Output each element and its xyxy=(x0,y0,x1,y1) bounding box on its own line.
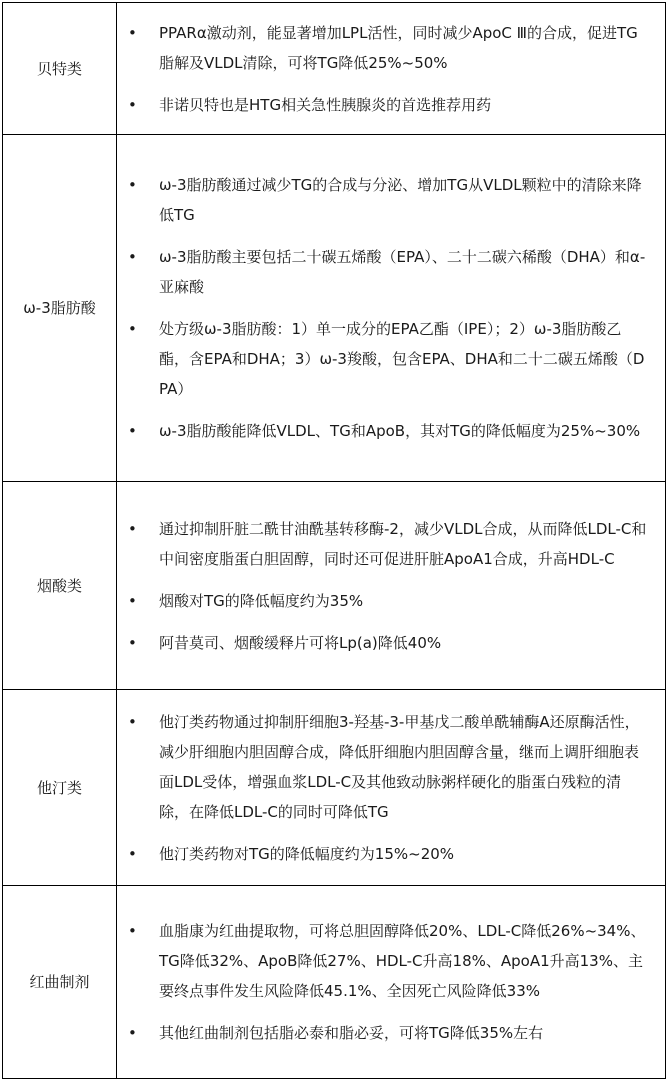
bullet-icon: • xyxy=(128,844,137,863)
content-cell xyxy=(117,482,666,690)
list-item xyxy=(117,90,651,120)
list-item-text: 他汀类药物通过抑制肝细胞3-羟基-3-甲基戊二酸单酰辅酶A还原酶活性，减少肝细胞内胆固醇合成，降低肝细胞内胆固醇含量，继而上调肝细胞表面LDL受体，增强血浆LDL-C及其他致动脉粥样硬化的脂蛋白残粒的清除，在降低LDL-C的同时可降低TG xyxy=(159,712,640,821)
bullet-icon: • xyxy=(128,95,137,114)
bullet-icon: • xyxy=(128,591,137,610)
bullet-list xyxy=(117,170,651,446)
drug-comparison-table xyxy=(2,2,666,1079)
list-item xyxy=(117,839,651,869)
bullet-icon: • xyxy=(128,1024,137,1042)
list-item xyxy=(117,916,651,1006)
list-item-text: 非诺贝特也是HTG相关急性胰腺炎的首选推荐用药 xyxy=(159,95,492,114)
content-cell xyxy=(117,3,666,135)
list-item-text: ω-3脂肪酸通过减少TG的合成与分泌、增加TG从VLDL颗粒中的清除来降低TG xyxy=(159,176,642,224)
bullet-icon: • xyxy=(128,712,137,731)
table-row xyxy=(3,690,666,886)
list-item-text: ω-3脂肪酸主要包括二十碳五烯酸（EPA）、二十二碳六稀酸（DHA）和α-亚麻酸 xyxy=(159,248,646,296)
list-item xyxy=(117,242,651,302)
list-item xyxy=(117,314,651,404)
list-item-text: 烟酸对TG的降低幅度约为35% xyxy=(159,591,364,610)
content-cell xyxy=(117,886,666,1079)
bullet-icon: • xyxy=(128,320,137,338)
bullet-icon: • xyxy=(128,519,137,538)
table-row xyxy=(3,886,666,1079)
table-row xyxy=(3,482,666,690)
list-item-text: 血脂康为红曲提取物，可将总胆固醇降低20%、LDL-C降低26%~34%、TG降低32%、ApoB降低27%、HDL-C升高18%、ApoA1升高13%、主要终点事件发生风险降低45.1%、全因死亡风险降低33% xyxy=(159,922,646,1000)
list-item-text: PPARα激动剂，能显著增加LPL活性，同时减少ApoC Ⅲ的合成，促进TG脂解及VLDL清除，可将TG降低25%~50% xyxy=(159,23,638,72)
bullet-icon: • xyxy=(128,176,137,194)
list-item xyxy=(117,18,651,78)
content-cell xyxy=(117,690,666,886)
category-cell: 烟酸类 xyxy=(3,482,117,690)
bullet-icon: • xyxy=(128,23,137,42)
content-cell xyxy=(117,135,666,482)
table-body xyxy=(3,3,666,1079)
bullet-icon: • xyxy=(128,922,137,940)
list-item-text: 其他红曲制剂包括脂必泰和脂必妥，可将TG降低35%左右 xyxy=(159,1024,544,1042)
table-row xyxy=(3,135,666,482)
bullet-list xyxy=(117,916,651,1048)
list-item-text: 处方级ω-3脂肪酸：1）单一成分的EPA乙酯（IPE）；2）ω-3脂肪酸乙酯，含EPA和DHA；3）ω-3羧酸，包含EPA、DHA和二十二碳五烯酸（DPA） xyxy=(159,320,645,398)
category-cell: ω-3脂肪酸 xyxy=(3,135,117,482)
list-item xyxy=(117,586,651,616)
category-cell: 他汀类 xyxy=(3,690,117,886)
bullet-icon: • xyxy=(128,633,137,652)
bullet-icon: • xyxy=(128,422,137,440)
list-item xyxy=(117,707,651,827)
list-item-text: 他汀类药物对TG的降低幅度约为15%~20% xyxy=(159,844,455,863)
list-item-text: ω-3脂肪酸能降低VLDL、TG和ApoB，其对TG的降低幅度为25%~30% xyxy=(159,422,641,440)
list-item-text: 阿昔莫司、烟酸缓释片可将Lp(a)降低40% xyxy=(159,633,442,652)
list-item xyxy=(117,170,651,230)
list-item-text: 通过抑制肝脏二酰甘油酰基转移酶-2，减少VLDL合成，从而降低LDL-C和中间密度脂蛋白胆固醇，同时还可促进肝脏ApoA1合成，升高HDL-C xyxy=(159,519,647,568)
table-row xyxy=(3,3,666,135)
bullet-icon: • xyxy=(128,248,137,266)
bullet-list xyxy=(117,18,651,120)
list-item xyxy=(117,1018,651,1048)
list-item xyxy=(117,416,651,446)
bullet-list xyxy=(117,707,651,869)
bullet-list xyxy=(117,514,651,658)
category-cell: 贝特类 xyxy=(3,3,117,135)
list-item xyxy=(117,514,651,574)
list-item xyxy=(117,628,651,658)
category-cell: 红曲制剂 xyxy=(3,886,117,1079)
